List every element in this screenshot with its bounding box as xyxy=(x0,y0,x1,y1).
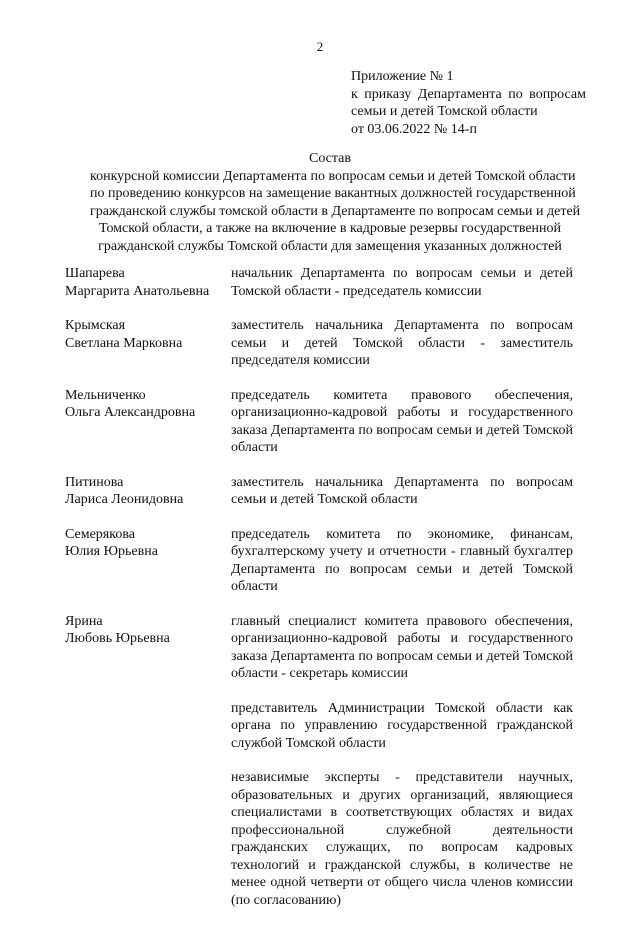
member-row xyxy=(65,474,575,509)
member-surname: Шапарева xyxy=(65,266,125,281)
member-surname: Питинова xyxy=(65,474,124,490)
member-surname: Ярина xyxy=(65,613,103,629)
member-row xyxy=(65,317,575,370)
member-given-names: Юлия Юрьевна xyxy=(65,544,158,559)
member-role: представитель Администрации Томской области как органа по управлению государственной гражданской службой Томской области xyxy=(231,700,573,751)
appendix-block xyxy=(351,68,586,138)
member-row xyxy=(65,265,575,300)
member-given-names: Светлана Марковна xyxy=(65,335,183,351)
member-name xyxy=(65,265,231,300)
title-line-5: гражданской службы Томской области для замещения указанных должностей xyxy=(98,238,562,254)
appendix-line-3: семьи и детей Томской области xyxy=(351,104,538,119)
member-surname: Крымская xyxy=(65,318,126,333)
member-role: заместитель начальника Департамента по вопросам семьи и детей Томской области xyxy=(231,474,573,507)
member-name xyxy=(65,613,231,683)
appendix-line-4: от 03.06.2022 № 14-п xyxy=(351,121,477,137)
member-given-names: Ольга Александровна xyxy=(65,405,196,420)
member-row xyxy=(65,769,575,909)
member-role: независимые эксперты - представители научных, образовательных и других организаций, являющиеся специалистами в соответствующих областях и видах профессиональной служебной деятельности гражданских служащих, по вопросам кадровых технологий и гражданской службы, в количестве не менее одной четверти от общего числа членов комиссии (по согласованию) xyxy=(231,770,573,908)
document-title xyxy=(90,150,581,255)
member-role: главный специалист комитета правового обеспечения, организационно-кадровой работы и государственного заказа Департамента по вопросам семьи и детей Томской области - секретарь комиссии xyxy=(231,613,574,681)
member-given-names: Любовь Юрьевна xyxy=(65,631,170,646)
member-row xyxy=(65,613,575,683)
member-row xyxy=(65,387,575,457)
member-row xyxy=(65,526,575,596)
member-name xyxy=(65,526,231,596)
title-line-2: по проведению конкурсов на замещение вакантных должностей государственной xyxy=(90,186,576,201)
member-name xyxy=(65,387,231,457)
member-surname: Семерякова xyxy=(65,526,135,542)
member-given-names: Лариса Леонидовна xyxy=(65,492,184,507)
title-line-1: конкурсной комиссии Департамента по вопросам семьи и детей Томской области xyxy=(90,168,576,184)
member-role: начальник Департамента по вопросам семьи и детей Томской области - председатель комиссии xyxy=(231,266,573,299)
member-surname: Мельниченко xyxy=(65,387,146,403)
member-row xyxy=(65,700,575,753)
member-role: заместитель начальника Департамента по вопросам семьи и детей Томской области - заместитель председателя комиссии xyxy=(231,318,573,368)
appendix-line-1: Приложение № 1 xyxy=(351,69,454,84)
members-list xyxy=(65,265,575,926)
member-name xyxy=(65,474,231,509)
member-role: председатель комитета правового обеспечения, организационно-кадровой работы и государственного заказа Департамента по вопросам семьи и детей Томской области xyxy=(231,387,574,455)
member-name xyxy=(65,317,231,370)
page-number: 2 xyxy=(316,39,324,54)
title-line-3: гражданской службы томской области в Департаменте по вопросам семьи и детей xyxy=(90,203,581,219)
member-role: председатель комитета по экономике, финансам, бухгалтерскому учету и отчетности - главный бухгалтер Департамента по вопросам семьи и детей Томской области xyxy=(231,526,573,594)
title-heading: Состав xyxy=(308,151,351,166)
title-line-4: Томской области, а также на включение в кадровые резервы государственной xyxy=(98,221,562,236)
appendix-line-2: к приказу Департамента по вопросам xyxy=(351,86,586,102)
member-given-names: Маргарита Анатольевна xyxy=(65,283,210,299)
